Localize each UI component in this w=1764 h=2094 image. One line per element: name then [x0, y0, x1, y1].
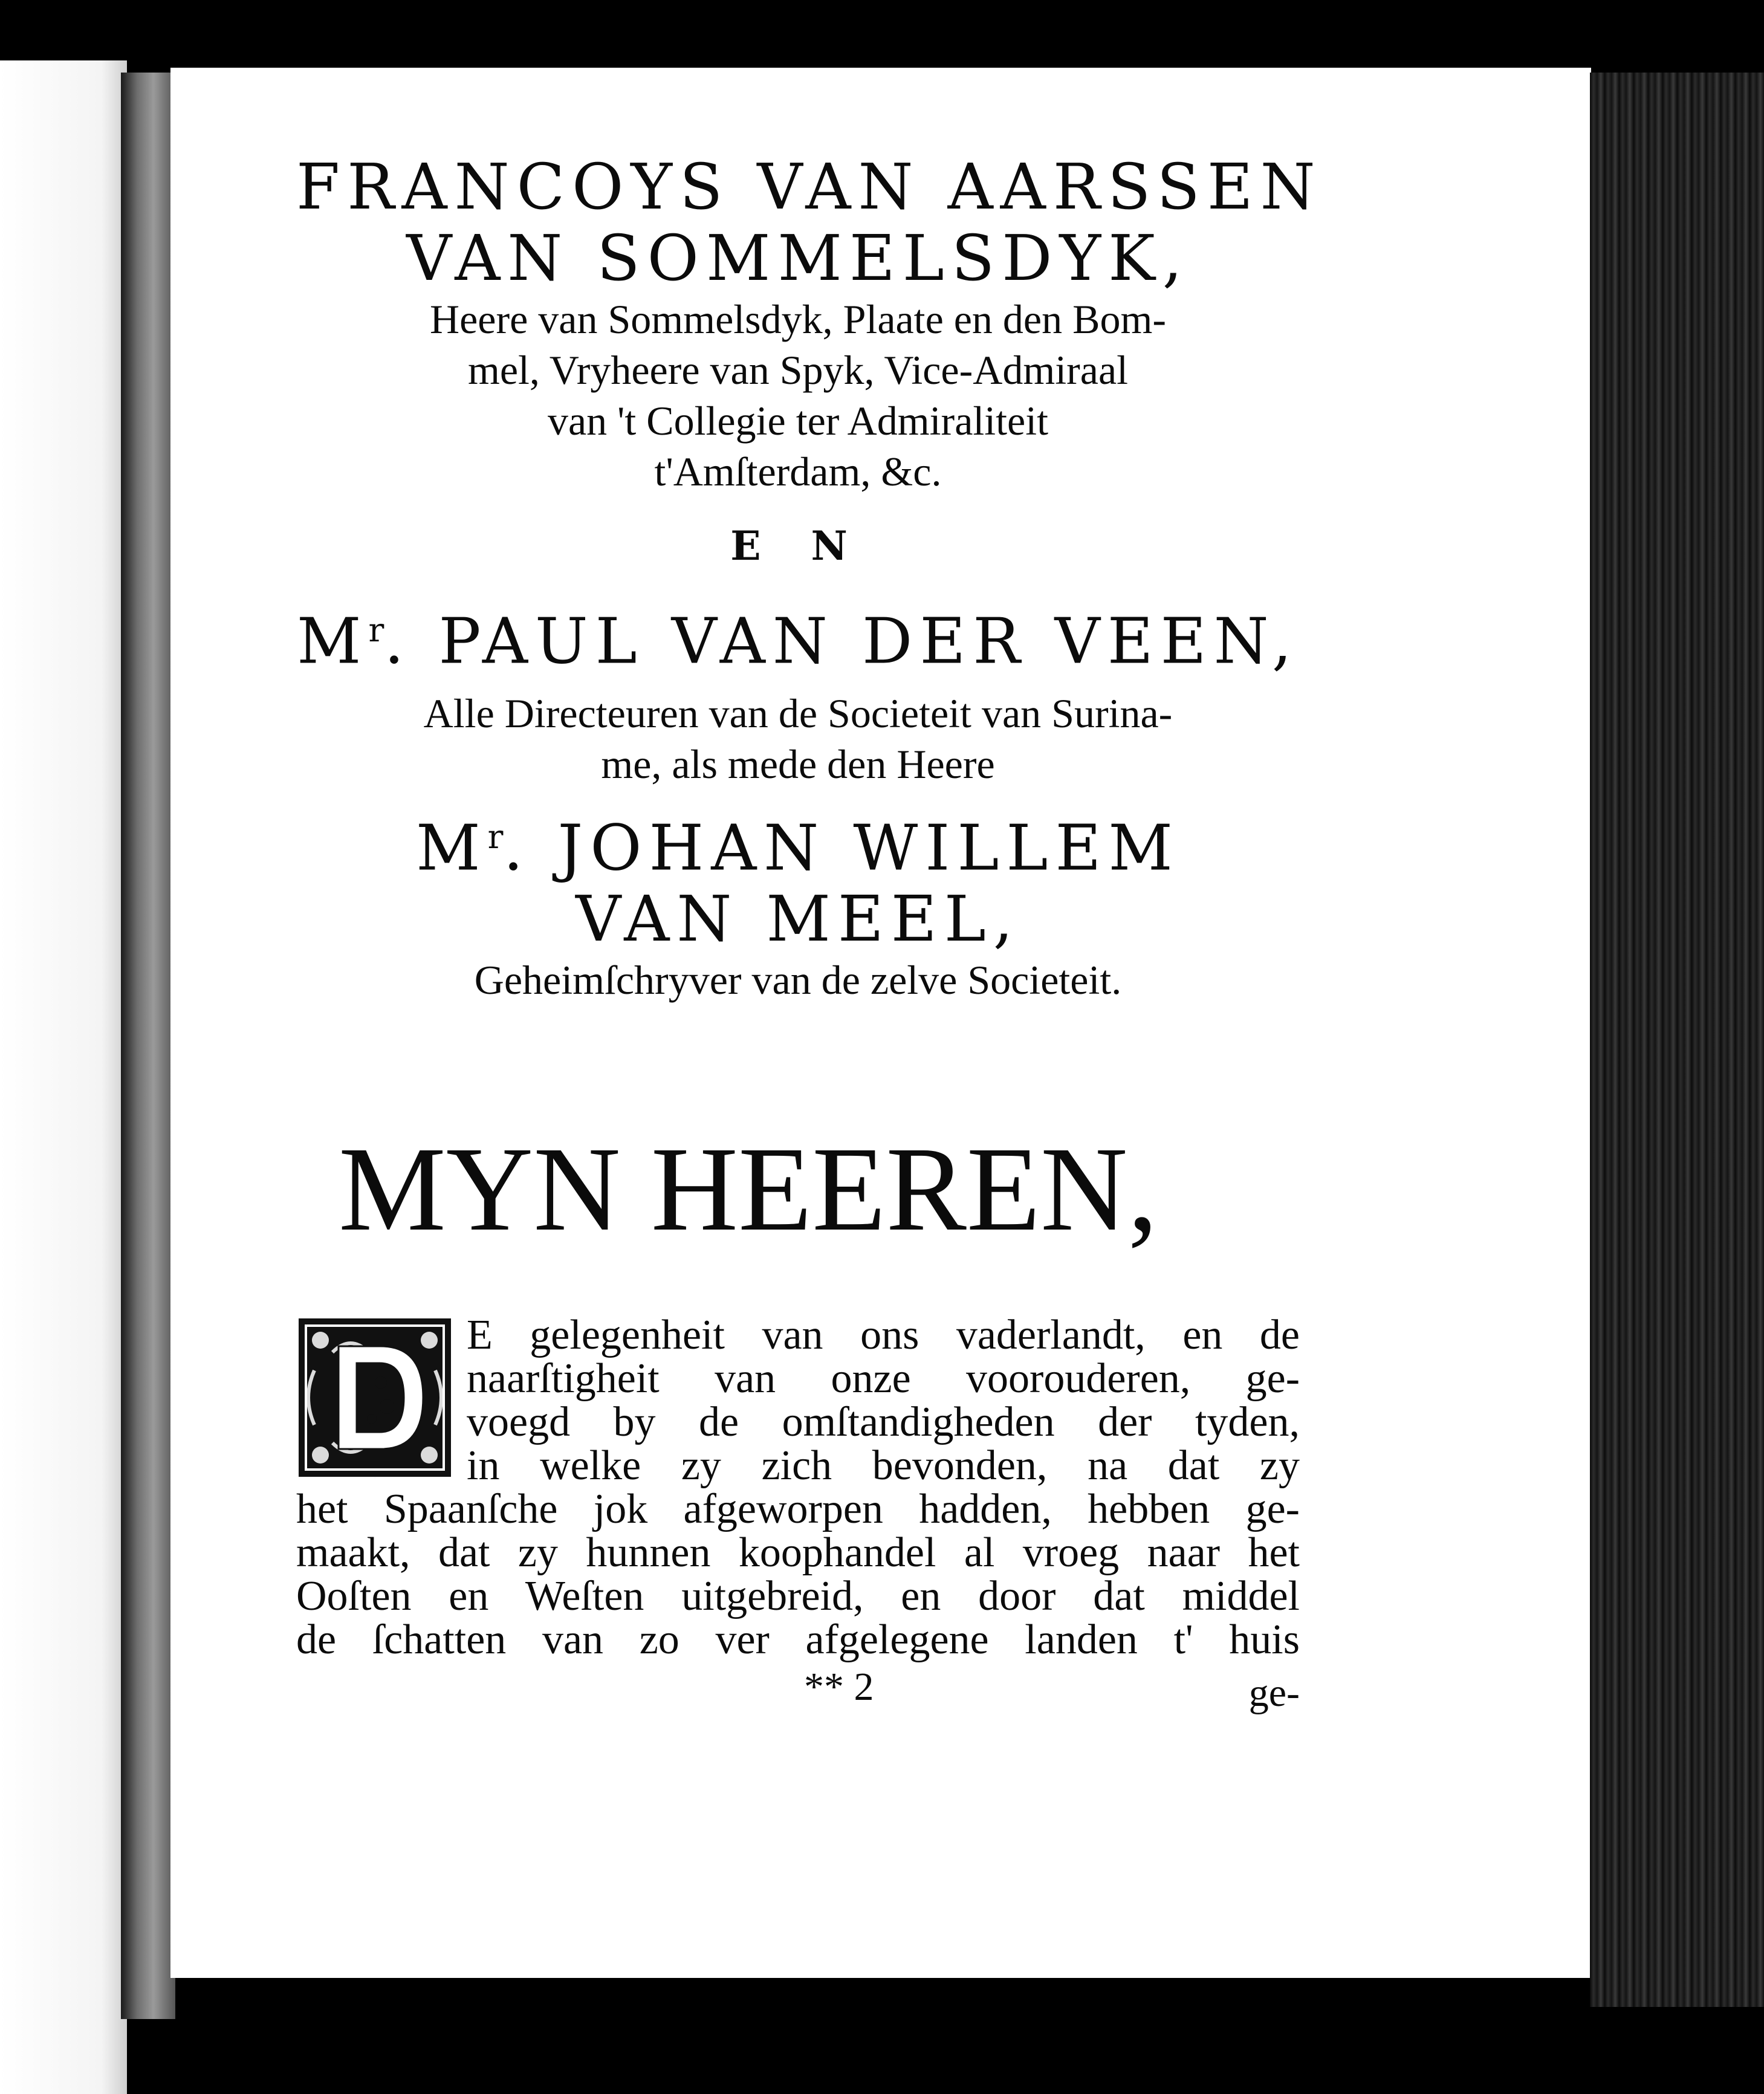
- dedicatee-2-prefix: M: [297, 604, 369, 678]
- dedicatee-2-name: [296, 595, 1300, 677]
- dedicatee-2-title-1: Alle Directeuren van de Societeit van Surina-: [423, 690, 1173, 736]
- page-content: [296, 150, 1323, 1719]
- dedicatee-1-name-cont: VAN SOMMELSDYK,: [406, 221, 1190, 295]
- body-line-3: voegd by de omſtandigheden der tyden,: [467, 1399, 1300, 1446]
- dedicatee-3-prefix: M: [416, 811, 488, 885]
- dedicatee-1-title-4: t'Amſterdam, &c.: [654, 449, 942, 494]
- conjunction-en: E N: [730, 522, 866, 569]
- dedicatee-2-prefix-sup: r: [368, 611, 384, 649]
- dedicatee-1-title-3: van 't Collegie ter Admiraliteit: [547, 398, 1049, 444]
- body-line-1: E gelegenheit van ons vaderlandt, en de: [467, 1312, 1300, 1359]
- dedicatee-3-name: [296, 802, 1300, 884]
- body-line-4: in welke zy zich bevonden, na dat zy: [467, 1442, 1300, 1489]
- dedicatee-1-name: FRANCOYS VAN AARSSEN: [296, 150, 1323, 224]
- left-page-edge: [0, 60, 127, 2094]
- page-footer: [296, 1664, 1300, 1719]
- book-gutter: [121, 73, 175, 2019]
- dedicatee-1-title-2: mel, Vryheere van Spyk, Vice-Admiraal: [467, 347, 1129, 393]
- salutation-heading: MYN HEEREN,: [339, 1123, 1158, 1257]
- dedicatee-3-name-text: . JOHAN WILLEM: [503, 811, 1180, 885]
- page-fore-edge: [1590, 73, 1764, 2007]
- dedicatee-2-title-2: me, als mede den Heere: [601, 741, 995, 787]
- dedicatee-3-prefix-sup: r: [487, 817, 504, 856]
- body-line-8: de ſchatten van zo ver afgelegene landen t' huis: [296, 1616, 1300, 1664]
- signature-mark: ** 2: [804, 1665, 874, 1710]
- body-line-6: maakt, dat zy hunnen koophandel al vroeg naar het: [296, 1529, 1300, 1577]
- dedicatee-2-name-text: . PAUL VAN DER VEEN,: [384, 604, 1299, 678]
- body-line-7: Ooſten en Weſten uitgebreid, en door dat middel: [296, 1573, 1300, 1620]
- dedicatee-1-title-1: Heere van Sommelsdyk, Plaate en den Bom-: [429, 296, 1167, 342]
- catchword: ge-: [1248, 1671, 1300, 1716]
- dedicatee-3-title: Geheimſchryver van de zelve Societeit.: [474, 957, 1122, 1003]
- dedication-body: [296, 1314, 1300, 1662]
- body-line-2: naarſtigheit van onze voorouderen, ge-: [467, 1355, 1300, 1402]
- body-line-5: het Spaanſche jok afgeworpen hadden, hebben ge-: [296, 1486, 1300, 1533]
- dedicatee-3-name-cont: VAN MEEL,: [576, 882, 1020, 956]
- decorated-initial-d-icon: [296, 1316, 453, 1479]
